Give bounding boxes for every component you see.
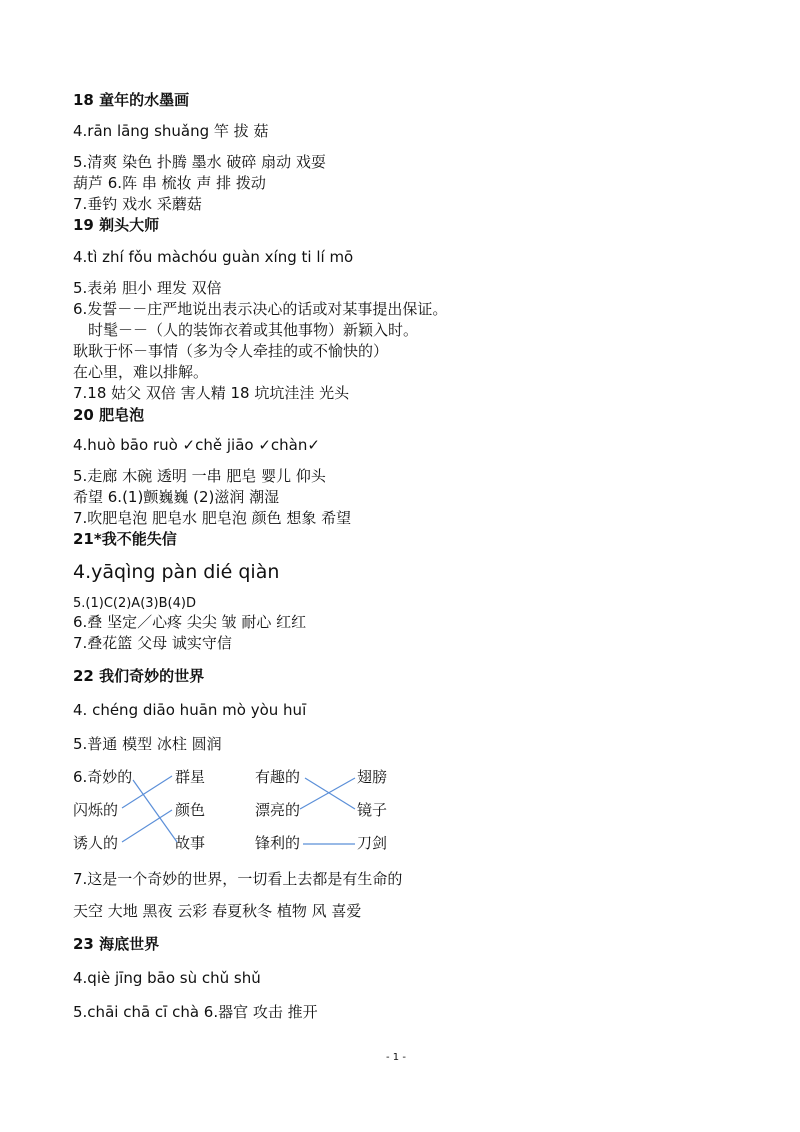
lesson-23-title: 23 海底世界: [73, 935, 160, 953]
lesson-22-q7b: 天空 大地 黑夜 云彩 春夏秋冬 植物 风 喜爱: [73, 902, 362, 920]
lesson-18-title: 18 童年的水墨画: [73, 91, 190, 109]
lesson-22-q7: 7.这是一个奇妙的世界，一切看上去都是有生命的: [73, 870, 403, 888]
lesson-19-q6c: 耿耿于怀－事情（多为令人牵挂的或不愉快的）: [73, 342, 389, 360]
lesson-19-q6b: 时髦－－（人的装饰衣着或其他事物）新颖入时。: [88, 321, 419, 339]
lesson-18-q5b: 葫芦 6.阵 串 梳妆 声 排 拨动: [73, 174, 266, 192]
lesson-22-title: 22 我们奇妙的世界: [73, 667, 205, 685]
match-line-3: [122, 810, 172, 842]
lesson-20-q7: 7.吹肥皂泡 肥皂水 肥皂泡 颜色 想象 希望: [73, 509, 352, 527]
lesson-20-q5b: 希望 6.(1)颤巍巍 (2)滋润 潮湿: [73, 488, 280, 506]
lesson-18-q5a: 5.清爽 染色 扑腾 墨水 破碎 扇动 戏耍: [73, 153, 326, 171]
match-label-q6: 6.奇妙的: [73, 768, 133, 786]
match-mid1-1: 群星: [175, 768, 206, 786]
match-left2-1: 有趣的: [255, 768, 301, 786]
lesson-22-q5: 5.普通 模型 冰柱 圆润: [73, 735, 222, 753]
match-line-2: [122, 776, 172, 808]
match-left1-2: 诱人的: [73, 834, 119, 852]
page-number: - 1 -: [386, 1052, 406, 1063]
lesson-21-q6: 6.叠 坚定／心疼 尖尖 皱 耐心 红红: [73, 613, 307, 631]
lesson-23-q5: 5.chāi chā cī chà 6.器官 攻击 推开: [73, 1003, 318, 1021]
match-left1-1: 闪烁的: [73, 801, 119, 819]
lesson-19-q6d: 在心里，难以排解。: [73, 363, 209, 381]
match-left2-2: 漂亮的: [255, 801, 301, 819]
lesson-21-title: 21*我不能失信: [73, 530, 177, 548]
match-right2-3: 刀剑: [357, 834, 388, 852]
lesson-22-q4: 4. chéng diāo huān mò yòu huī: [73, 701, 307, 719]
lesson-19-title: 19 剃头大师: [73, 216, 160, 234]
lesson-19-q4: 4.tì zhí fǒu màchóu guàn xíng ti lí mō: [73, 248, 354, 266]
lesson-19-q6a: 6.发誓－－庄严地说出表示决心的话或对某事提出保证。: [73, 300, 448, 318]
match-mid1-3: 故事: [175, 834, 206, 852]
match-mid1-2: 颜色: [175, 801, 206, 819]
lesson-20-q5a: 5.走廊 木碗 透明 一串 肥皂 婴儿 仰头: [73, 467, 326, 485]
lesson-21-q7: 7.叠花篮 父母 诚实守信: [73, 634, 232, 652]
lesson-21-q5: 5.(1)C(2)A(3)B(4)D: [73, 596, 196, 611]
match-right2-1: 翅膀: [357, 768, 388, 786]
lesson-20-q4: 4.huò bāo ruò ✓chě jiāo ✓chàn✓: [73, 436, 320, 454]
match-right2-2: 镜子: [357, 801, 388, 819]
lesson-19-q7: 7.18 姑父 双倍 害人精 18 坑坑洼洼 光头: [73, 384, 350, 402]
lesson-18-q7: 7.垂钓 戏水 采蘑菇: [73, 195, 202, 213]
match-left2-3: 锋利的: [255, 834, 301, 852]
lesson-19-q5: 5.表弟 胆小 理发 双倍: [73, 279, 222, 297]
lesson-18-q4: 4.rān lāng shuǎng 竿 拔 菇: [73, 122, 269, 140]
lesson-21-q4: 4.yāqìng pàn dié qiàn: [73, 561, 280, 583]
lesson-20-title: 20 肥皂泡: [73, 406, 145, 424]
lesson-23-q4: 4.qiè jīng bāo sù chǔ shǔ: [73, 969, 261, 987]
